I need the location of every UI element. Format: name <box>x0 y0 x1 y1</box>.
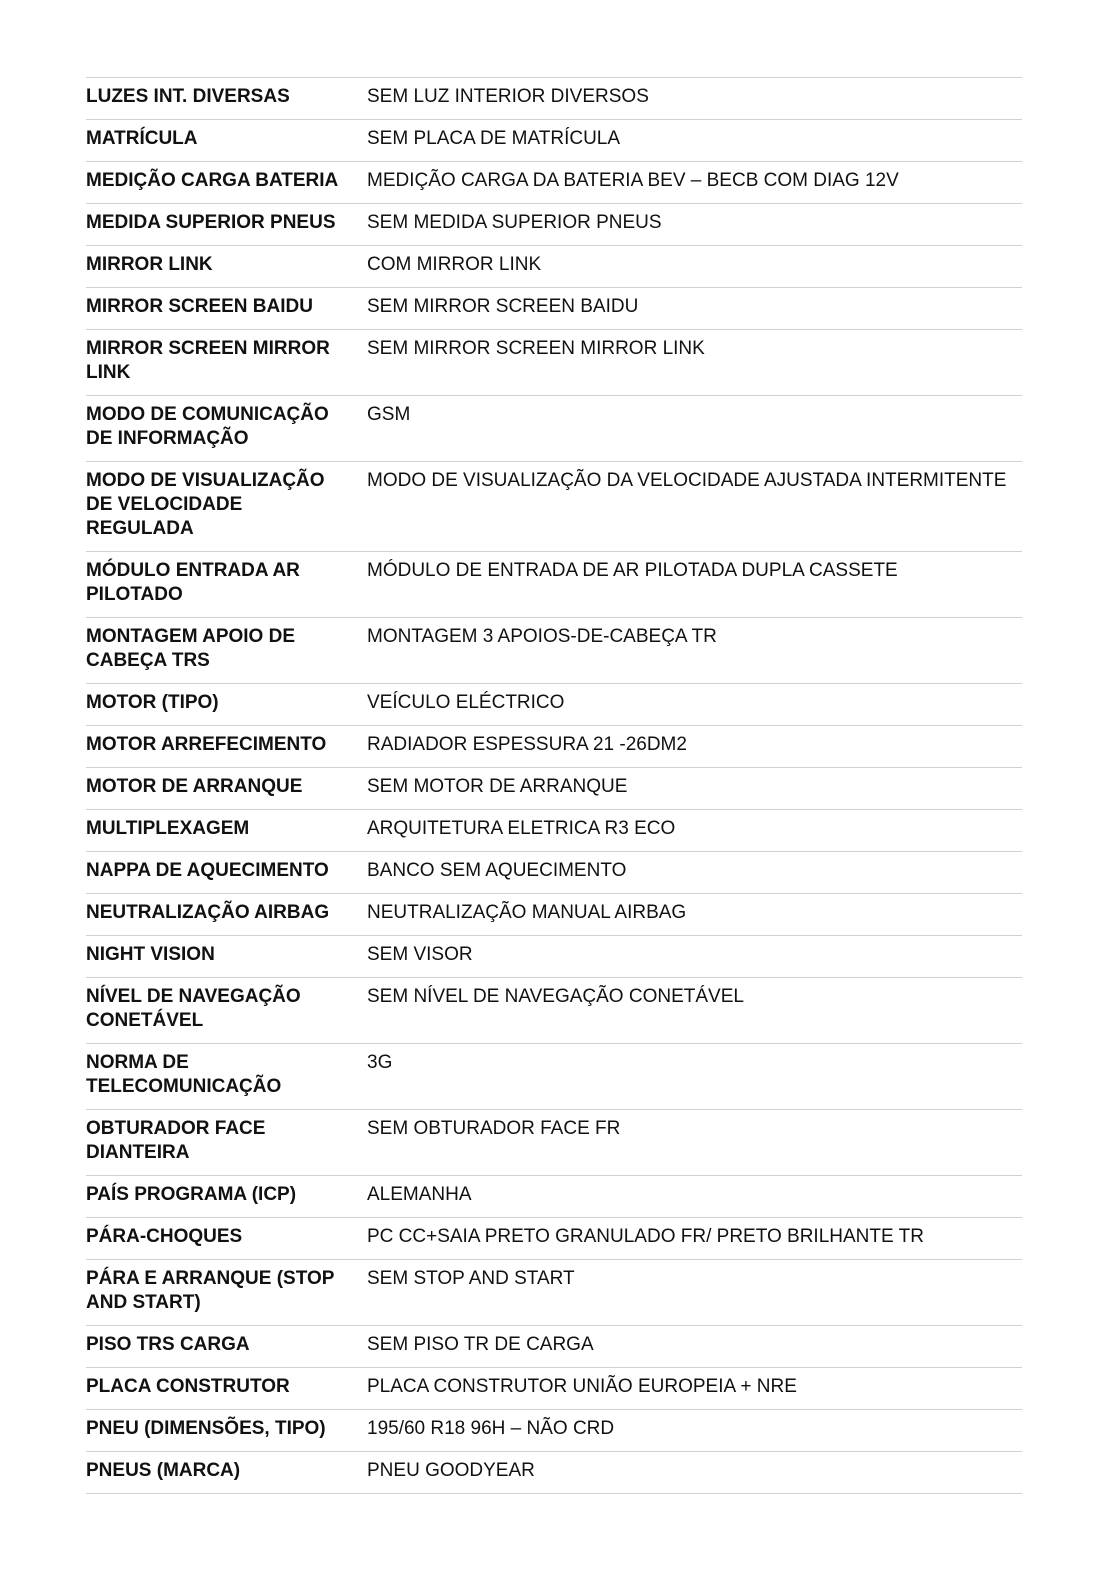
spec-value: 195/60 R18 96H – NÃO CRD <box>367 1410 1022 1452</box>
spec-value: SEM STOP AND START <box>367 1260 1022 1326</box>
specification-table <box>86 77 1022 1494</box>
spec-value: SEM MEDIDA SUPERIOR PNEUS <box>367 204 1022 246</box>
spec-value: SEM MIRROR SCREEN MIRROR LINK <box>367 330 1022 396</box>
table-row <box>86 726 1022 768</box>
spec-value: SEM MIRROR SCREEN BAIDU <box>367 288 1022 330</box>
spec-label: PAÍS PROGRAMA (ICP) <box>86 1176 367 1218</box>
spec-label: MÓDULO ENTRADA AR PILOTADO <box>86 552 367 618</box>
spec-label: MIRROR SCREEN BAIDU <box>86 288 367 330</box>
table-row <box>86 894 1022 936</box>
table-row <box>86 936 1022 978</box>
spec-label: NEUTRALIZAÇÃO AIRBAG <box>86 894 367 936</box>
spec-value: ALEMANHA <box>367 1176 1022 1218</box>
table-row <box>86 78 1022 120</box>
spec-label: PÁRA E ARRANQUE (STOP AND START) <box>86 1260 367 1326</box>
spec-value: MODO DE VISUALIZAÇÃO DA VELOCIDADE AJUSTADA INTERMITENTE <box>367 462 1022 552</box>
spec-value: MÓDULO DE ENTRADA DE AR PILOTADA DUPLA CASSETE <box>367 552 1022 618</box>
spec-value: MONTAGEM 3 APOIOS-DE-CABEÇA TR <box>367 618 1022 684</box>
table-row <box>86 330 1022 396</box>
spec-value: PLACA CONSTRUTOR UNIÃO EUROPEIA + NRE <box>367 1368 1022 1410</box>
spec-value: GSM <box>367 396 1022 462</box>
spec-label: MIRROR SCREEN MIRROR LINK <box>86 330 367 396</box>
table-row <box>86 1260 1022 1326</box>
spec-label: NORMA DE TELECOMUNICAÇÃO <box>86 1044 367 1110</box>
table-row <box>86 1044 1022 1110</box>
spec-value: PC CC+SAIA PRETO GRANULADO FR/ PRETO BRILHANTE TR <box>367 1218 1022 1260</box>
table-row <box>86 162 1022 204</box>
table-row <box>86 1176 1022 1218</box>
spec-value: SEM OBTURADOR FACE FR <box>367 1110 1022 1176</box>
spec-value: SEM VISOR <box>367 936 1022 978</box>
table-row <box>86 852 1022 894</box>
table-row <box>86 978 1022 1044</box>
table-row <box>86 396 1022 462</box>
table-row <box>86 1368 1022 1410</box>
spec-label: NAPPA DE AQUECIMENTO <box>86 852 367 894</box>
table-row <box>86 120 1022 162</box>
spec-label: PLACA CONSTRUTOR <box>86 1368 367 1410</box>
spec-label: PNEUS (MARCA) <box>86 1452 367 1494</box>
spec-label: PISO TRS CARGA <box>86 1326 367 1368</box>
spec-label: OBTURADOR FACE DIANTEIRA <box>86 1110 367 1176</box>
table-row <box>86 1218 1022 1260</box>
spec-value: SEM MOTOR DE ARRANQUE <box>367 768 1022 810</box>
table-row <box>86 1110 1022 1176</box>
spec-value: RADIADOR ESPESSURA 21 -26DM2 <box>367 726 1022 768</box>
table-row <box>86 1452 1022 1494</box>
spec-label: PNEU (DIMENSÕES, TIPO) <box>86 1410 367 1452</box>
spec-label: NÍVEL DE NAVEGAÇÃO CONETÁVEL <box>86 978 367 1044</box>
spec-value: SEM NÍVEL DE NAVEGAÇÃO CONETÁVEL <box>367 978 1022 1044</box>
table-row <box>86 768 1022 810</box>
table-row <box>86 1410 1022 1452</box>
spec-label: MEDIDA SUPERIOR PNEUS <box>86 204 367 246</box>
spec-value: PNEU GOODYEAR <box>367 1452 1022 1494</box>
spec-value: BANCO SEM AQUECIMENTO <box>367 852 1022 894</box>
spec-label: MOTOR (TIPO) <box>86 684 367 726</box>
spec-value: 3G <box>367 1044 1022 1110</box>
spec-label: MIRROR LINK <box>86 246 367 288</box>
spec-label: MOTOR ARREFECIMENTO <box>86 726 367 768</box>
spec-label: LUZES INT. DIVERSAS <box>86 78 367 120</box>
table-row <box>86 204 1022 246</box>
table-row <box>86 1326 1022 1368</box>
table-row <box>86 288 1022 330</box>
spec-label: MEDIÇÃO CARGA BATERIA <box>86 162 367 204</box>
table-row <box>86 462 1022 552</box>
spec-label: MOTOR DE ARRANQUE <box>86 768 367 810</box>
specification-table-body <box>86 78 1022 1494</box>
spec-value: ARQUITETURA ELETRICA R3 ECO <box>367 810 1022 852</box>
table-row <box>86 246 1022 288</box>
table-row <box>86 684 1022 726</box>
spec-label: MODO DE VISUALIZAÇÃO DE VELOCIDADE REGULADA <box>86 462 367 552</box>
spec-label: MODO DE COMUNICAÇÃO DE INFORMAÇÃO <box>86 396 367 462</box>
table-row <box>86 618 1022 684</box>
spec-value: SEM LUZ INTERIOR DIVERSOS <box>367 78 1022 120</box>
spec-label: MATRÍCULA <box>86 120 367 162</box>
spec-value: NEUTRALIZAÇÃO MANUAL AIRBAG <box>367 894 1022 936</box>
spec-label: MONTAGEM APOIO DE CABEÇA TRS <box>86 618 367 684</box>
spec-value: MEDIÇÃO CARGA DA BATERIA BEV – BECB COM DIAG 12V <box>367 162 1022 204</box>
spec-value: VEÍCULO ELÉCTRICO <box>367 684 1022 726</box>
spec-value: SEM PLACA DE MATRÍCULA <box>367 120 1022 162</box>
table-row <box>86 552 1022 618</box>
spec-label: PÁRA-CHOQUES <box>86 1218 367 1260</box>
spec-label: MULTIPLEXAGEM <box>86 810 367 852</box>
spec-value: SEM PISO TR DE CARGA <box>367 1326 1022 1368</box>
spec-value: COM MIRROR LINK <box>367 246 1022 288</box>
table-row <box>86 810 1022 852</box>
spec-label: NIGHT VISION <box>86 936 367 978</box>
